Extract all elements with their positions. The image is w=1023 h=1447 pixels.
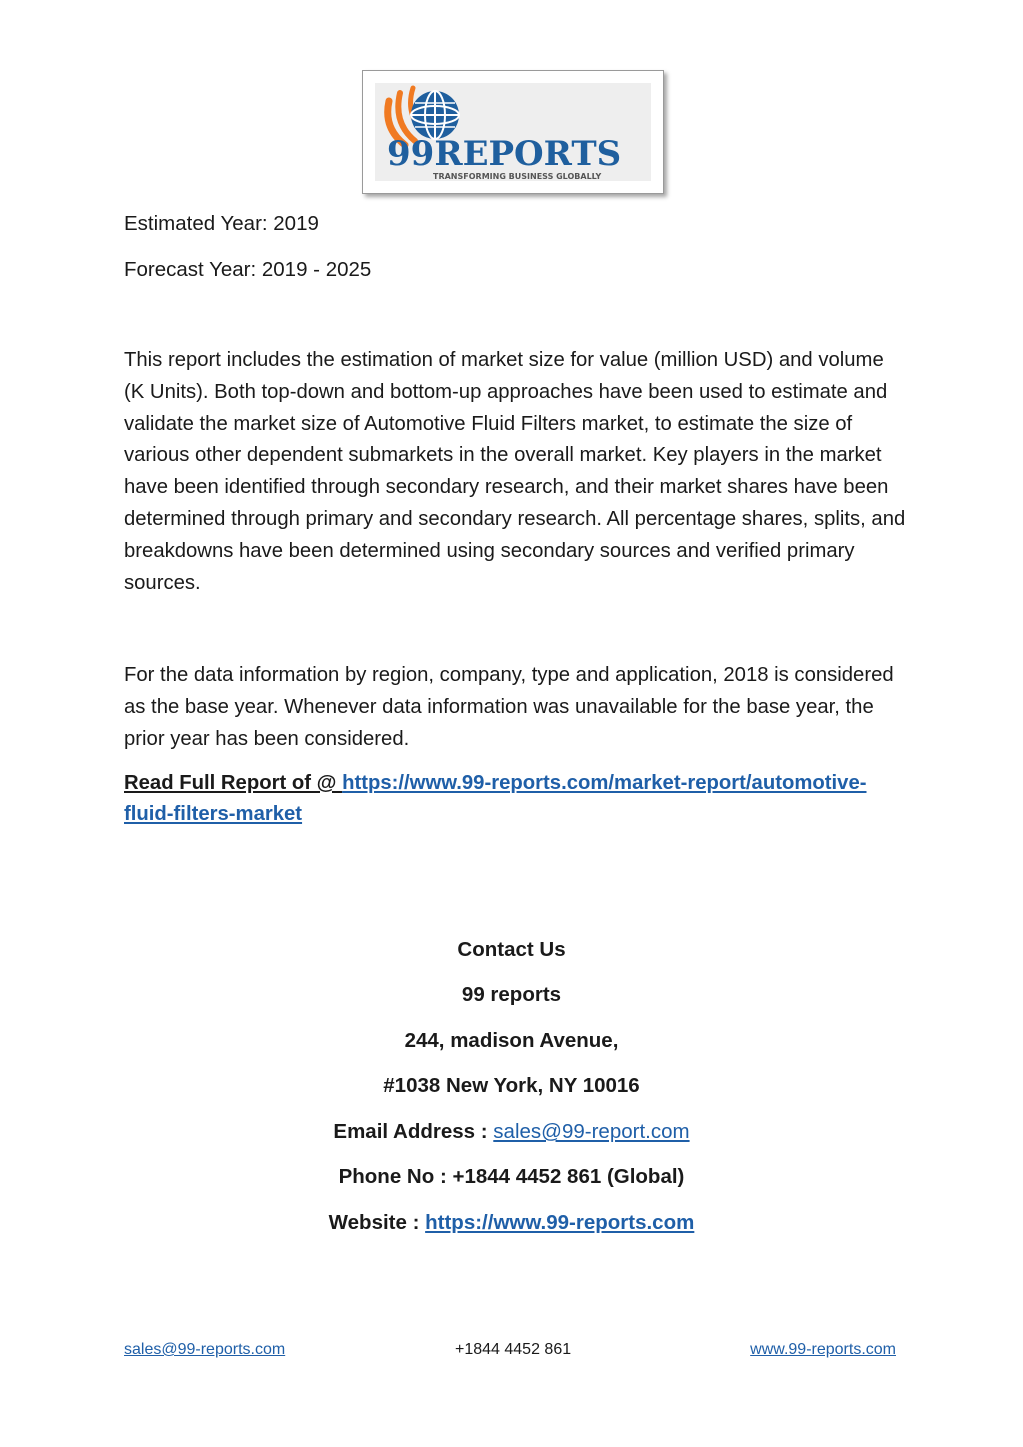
- website-link[interactable]: https://www.99-reports.com: [425, 1211, 695, 1234]
- footer-website-link[interactable]: www.99-reports.com: [750, 1341, 896, 1358]
- company-logo: [362, 70, 664, 194]
- contact-email-line: [0, 1120, 1023, 1144]
- website-label: Website :: [328, 1211, 426, 1234]
- logo-tagline: TRANSFORMING BUSINESS GLOBALLY: [433, 172, 602, 181]
- forecast-year: Forecast Year: 2019 - 2025: [124, 258, 372, 281]
- contact-address-1: 244, madison Avenue,: [404, 1029, 619, 1052]
- footer-email-link[interactable]: sales@99-reports.com: [124, 1341, 286, 1358]
- footer-phone: +1844 4452 861: [455, 1341, 572, 1358]
- contact-phone: Phone No : +1844 4452 861 (Global): [338, 1165, 685, 1188]
- estimated-year: Estimated Year: 2019: [124, 212, 319, 235]
- read-full-label: Read Full Report of @: [124, 772, 343, 794]
- methodology-paragraph: This report includes the estimation of market size for value (million USD) and volume (K Units). Both top-down and bottom-up approaches have been used to estimate and validate the market size of Automotive Fluid Filters market, to estimate the size of various other dependent submarkets in the overall market. Key players in the market have been identified through secondary research, and their market shares have been determined through primary and secondary research. All percentage shares, splits, and breakdowns have been determined using secondary sources and verified primary sources.: [124, 349, 906, 594]
- email-label: Email Address :: [333, 1120, 494, 1143]
- globe-logo-icon: [375, 83, 651, 181]
- base-year-paragraph: For the data information by region, company, type and application, 2018 is considered as the base year. Whenever data information was unavailable for the base year, the prior year has been considered.: [124, 664, 894, 750]
- logo-image: [375, 83, 651, 181]
- contact-address-2: #1038 New York, NY 10016: [383, 1074, 640, 1097]
- contact-company: 99 reports: [461, 983, 562, 1006]
- contact-website-line: [0, 1211, 1023, 1235]
- logo-brand-text: 99REPORTS: [387, 134, 622, 174]
- contact-heading: Contact Us: [457, 938, 566, 961]
- read-full-report: [124, 768, 914, 830]
- email-link[interactable]: sales@99-report.com: [493, 1120, 690, 1143]
- report-link[interactable]: https://www.99-reports.com/market-report/automotive-fluid-filters-market: [124, 772, 867, 825]
